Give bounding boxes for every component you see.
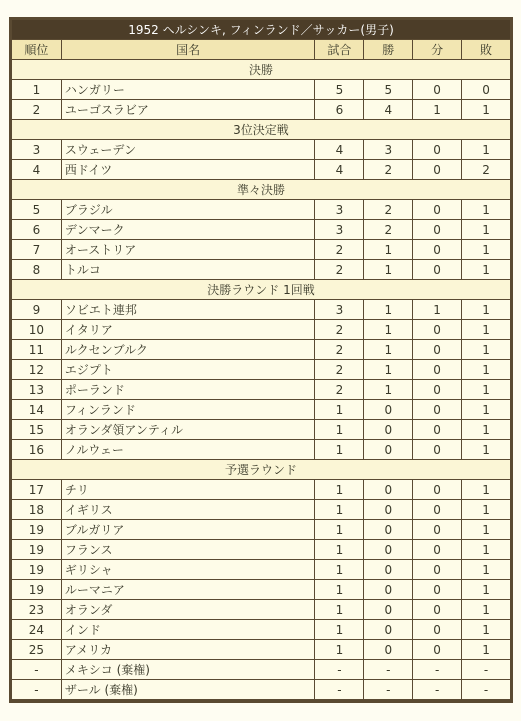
cell-country: チリ — [62, 480, 315, 499]
cell-draws: 0 — [413, 640, 461, 659]
cell-country: オーストリア — [62, 240, 315, 259]
cell-matches: 3 — [315, 300, 363, 319]
table-row — [12, 140, 510, 159]
cell-matches: 1 — [315, 600, 363, 619]
cell-wins: 0 — [364, 560, 412, 579]
cell-rank: - — [12, 660, 61, 679]
cell-wins: 0 — [364, 500, 412, 519]
cell-country: ザール (棄権) — [62, 680, 315, 699]
cell-matches: 4 — [315, 140, 363, 159]
cell-draws: 0 — [413, 580, 461, 599]
cell-losses: 1 — [462, 480, 510, 499]
cell-country: ブラジル — [62, 200, 315, 219]
cell-draws: 1 — [413, 300, 461, 319]
cell-draws: 0 — [413, 260, 461, 279]
cell-losses: 1 — [462, 300, 510, 319]
cell-wins: 0 — [364, 540, 412, 559]
table-row — [12, 680, 510, 699]
cell-country: ルーマニア — [62, 580, 315, 599]
section-label: 予選ラウンド — [12, 460, 510, 479]
cell-rank: 12 — [12, 360, 61, 379]
table-row — [12, 660, 510, 679]
cell-rank: 7 — [12, 240, 61, 259]
cell-wins: 4 — [364, 100, 412, 119]
cell-matches: 2 — [315, 360, 363, 379]
cell-draws: 0 — [413, 360, 461, 379]
cell-draws: 0 — [413, 160, 461, 179]
table-row — [12, 160, 510, 179]
table-row — [12, 540, 510, 559]
table-row — [12, 480, 510, 499]
cell-matches: 1 — [315, 480, 363, 499]
cell-losses: 1 — [462, 540, 510, 559]
cell-draws: - — [413, 660, 461, 679]
section-header-row — [12, 280, 510, 299]
cell-losses: 1 — [462, 620, 510, 639]
cell-rank: 18 — [12, 500, 61, 519]
table-row — [12, 260, 510, 279]
cell-rank: 23 — [12, 600, 61, 619]
cell-rank: 2 — [12, 100, 61, 119]
cell-rank: 1 — [12, 80, 61, 99]
section-label: 決勝ラウンド 1回戦 — [12, 280, 510, 299]
cell-draws: 0 — [413, 380, 461, 399]
cell-country: 西ドイツ — [62, 160, 315, 179]
cell-rank: 19 — [12, 520, 61, 539]
cell-matches: 5 — [315, 80, 363, 99]
cell-matches: 2 — [315, 240, 363, 259]
cell-rank: 19 — [12, 540, 61, 559]
cell-draws: 0 — [413, 80, 461, 99]
cell-matches: 1 — [315, 400, 363, 419]
cell-draws: 0 — [413, 520, 461, 539]
table-row — [12, 440, 510, 459]
cell-wins: 0 — [364, 640, 412, 659]
cell-draws: 0 — [413, 480, 461, 499]
section-label: 準々決勝 — [12, 180, 510, 199]
cell-wins: 0 — [364, 620, 412, 639]
cell-losses: 1 — [462, 140, 510, 159]
cell-matches: 1 — [315, 560, 363, 579]
cell-rank: 9 — [12, 300, 61, 319]
section-header-row — [12, 60, 510, 79]
cell-country: スウェーデン — [62, 140, 315, 159]
cell-matches: 6 — [315, 100, 363, 119]
header-rank: 順位 — [12, 40, 61, 59]
cell-losses: 1 — [462, 100, 510, 119]
cell-country: ルクセンブルク — [62, 340, 315, 359]
cell-losses: 1 — [462, 560, 510, 579]
header-country: 国名 — [62, 40, 315, 59]
cell-rank: 11 — [12, 340, 61, 359]
cell-matches: 2 — [315, 320, 363, 339]
table-row — [12, 200, 510, 219]
section-label: 3位決定戦 — [12, 120, 510, 139]
cell-wins: 2 — [364, 200, 412, 219]
cell-losses: 1 — [462, 440, 510, 459]
cell-wins: 1 — [364, 260, 412, 279]
table-row — [12, 320, 510, 339]
table-row — [12, 600, 510, 619]
table-row — [12, 640, 510, 659]
table-row — [12, 220, 510, 239]
cell-losses: 1 — [462, 340, 510, 359]
cell-wins: 3 — [364, 140, 412, 159]
table-row — [12, 240, 510, 259]
cell-losses: 0 — [462, 80, 510, 99]
cell-rank: 3 — [12, 140, 61, 159]
table-row — [12, 340, 510, 359]
cell-country: ギリシャ — [62, 560, 315, 579]
cell-rank: 17 — [12, 480, 61, 499]
table-row — [12, 300, 510, 319]
cell-rank: 5 — [12, 200, 61, 219]
cell-rank: 8 — [12, 260, 61, 279]
results-table — [11, 19, 511, 700]
cell-matches: 1 — [315, 620, 363, 639]
cell-matches: 1 — [315, 640, 363, 659]
cell-wins: 1 — [364, 360, 412, 379]
cell-matches: 3 — [315, 200, 363, 219]
cell-matches: - — [315, 660, 363, 679]
cell-losses: 1 — [462, 260, 510, 279]
cell-country: フィンランド — [62, 400, 315, 419]
cell-country: エジプト — [62, 360, 315, 379]
cell-draws: 0 — [413, 400, 461, 419]
table-row — [12, 500, 510, 519]
cell-losses: 1 — [462, 240, 510, 259]
section-header-row — [12, 460, 510, 479]
table-row — [12, 560, 510, 579]
cell-rank: 19 — [12, 560, 61, 579]
cell-country: ノルウェー — [62, 440, 315, 459]
header-matches: 試合 — [315, 40, 363, 59]
cell-country: ブルガリア — [62, 520, 315, 539]
section-label: 決勝 — [12, 60, 510, 79]
cell-country: イタリア — [62, 320, 315, 339]
cell-draws: 0 — [413, 320, 461, 339]
cell-losses: 1 — [462, 640, 510, 659]
cell-losses: 1 — [462, 320, 510, 339]
cell-country: オランダ領アンティル — [62, 420, 315, 439]
cell-draws: 0 — [413, 440, 461, 459]
cell-rank: 6 — [12, 220, 61, 239]
cell-country: ポーランド — [62, 380, 315, 399]
cell-draws: 0 — [413, 540, 461, 559]
cell-losses: - — [462, 680, 510, 699]
cell-wins: 0 — [364, 420, 412, 439]
cell-wins: 1 — [364, 340, 412, 359]
table-row — [12, 580, 510, 599]
cell-rank: - — [12, 680, 61, 699]
cell-rank: 4 — [12, 160, 61, 179]
cell-rank: 25 — [12, 640, 61, 659]
cell-draws: 0 — [413, 220, 461, 239]
table-row — [12, 400, 510, 419]
cell-losses: 1 — [462, 400, 510, 419]
table-row — [12, 620, 510, 639]
cell-country: ソビエト連邦 — [62, 300, 315, 319]
cell-country: ハンガリー — [62, 80, 315, 99]
cell-matches: 4 — [315, 160, 363, 179]
table-row — [12, 100, 510, 119]
table-row — [12, 380, 510, 399]
cell-country: メキシコ (棄権) — [62, 660, 315, 679]
cell-draws: 0 — [413, 560, 461, 579]
cell-country: アメリカ — [62, 640, 315, 659]
cell-country: デンマーク — [62, 220, 315, 239]
table-title-row — [12, 20, 510, 39]
cell-matches: 1 — [315, 500, 363, 519]
cell-draws: 0 — [413, 420, 461, 439]
cell-country: フランス — [62, 540, 315, 559]
cell-matches: 1 — [315, 420, 363, 439]
cell-losses: 1 — [462, 580, 510, 599]
cell-wins: - — [364, 680, 412, 699]
cell-wins: 0 — [364, 440, 412, 459]
cell-rank: 24 — [12, 620, 61, 639]
cell-matches: 1 — [315, 540, 363, 559]
cell-matches: 1 — [315, 520, 363, 539]
cell-losses: 1 — [462, 380, 510, 399]
cell-wins: 5 — [364, 80, 412, 99]
cell-rank: 19 — [12, 580, 61, 599]
cell-wins: - — [364, 660, 412, 679]
results-table-frame — [9, 17, 513, 703]
cell-rank: 15 — [12, 420, 61, 439]
cell-wins: 2 — [364, 220, 412, 239]
cell-losses: 2 — [462, 160, 510, 179]
cell-country: トルコ — [62, 260, 315, 279]
cell-wins: 0 — [364, 400, 412, 419]
cell-losses: - — [462, 660, 510, 679]
cell-losses: 1 — [462, 360, 510, 379]
cell-wins: 1 — [364, 240, 412, 259]
cell-wins: 1 — [364, 380, 412, 399]
cell-draws: 0 — [413, 620, 461, 639]
cell-losses: 1 — [462, 500, 510, 519]
cell-losses: 1 — [462, 420, 510, 439]
cell-country: ユーゴスラビア — [62, 100, 315, 119]
cell-losses: 1 — [462, 600, 510, 619]
cell-wins: 1 — [364, 320, 412, 339]
cell-rank: 13 — [12, 380, 61, 399]
cell-draws: 0 — [413, 500, 461, 519]
cell-losses: 1 — [462, 220, 510, 239]
header-draws: 分 — [413, 40, 461, 59]
cell-draws: 0 — [413, 600, 461, 619]
header-losses: 敗 — [462, 40, 510, 59]
cell-matches: 2 — [315, 340, 363, 359]
cell-wins: 1 — [364, 300, 412, 319]
cell-wins: 0 — [364, 580, 412, 599]
section-header-row — [12, 120, 510, 139]
cell-rank: 16 — [12, 440, 61, 459]
table-row — [12, 520, 510, 539]
cell-matches: 3 — [315, 220, 363, 239]
cell-matches: 2 — [315, 380, 363, 399]
cell-draws: - — [413, 680, 461, 699]
table-row — [12, 420, 510, 439]
cell-wins: 0 — [364, 520, 412, 539]
table-title: 1952 ヘルシンキ, フィンランド／サッカー(男子) — [12, 20, 510, 39]
cell-wins: 0 — [364, 600, 412, 619]
cell-draws: 0 — [413, 340, 461, 359]
cell-draws: 0 — [413, 200, 461, 219]
cell-country: イギリス — [62, 500, 315, 519]
cell-wins: 0 — [364, 480, 412, 499]
cell-draws: 0 — [413, 240, 461, 259]
section-header-row — [12, 180, 510, 199]
table-row — [12, 80, 510, 99]
cell-draws: 0 — [413, 140, 461, 159]
cell-country: インド — [62, 620, 315, 639]
cell-matches: - — [315, 680, 363, 699]
cell-rank: 14 — [12, 400, 61, 419]
cell-matches: 2 — [315, 260, 363, 279]
cell-draws: 1 — [413, 100, 461, 119]
cell-country: オランダ — [62, 600, 315, 619]
cell-losses: 1 — [462, 520, 510, 539]
cell-losses: 1 — [462, 200, 510, 219]
header-wins: 勝 — [364, 40, 412, 59]
table-row — [12, 360, 510, 379]
cell-matches: 1 — [315, 440, 363, 459]
cell-matches: 1 — [315, 580, 363, 599]
cell-wins: 2 — [364, 160, 412, 179]
cell-rank: 10 — [12, 320, 61, 339]
header-row — [12, 40, 510, 59]
